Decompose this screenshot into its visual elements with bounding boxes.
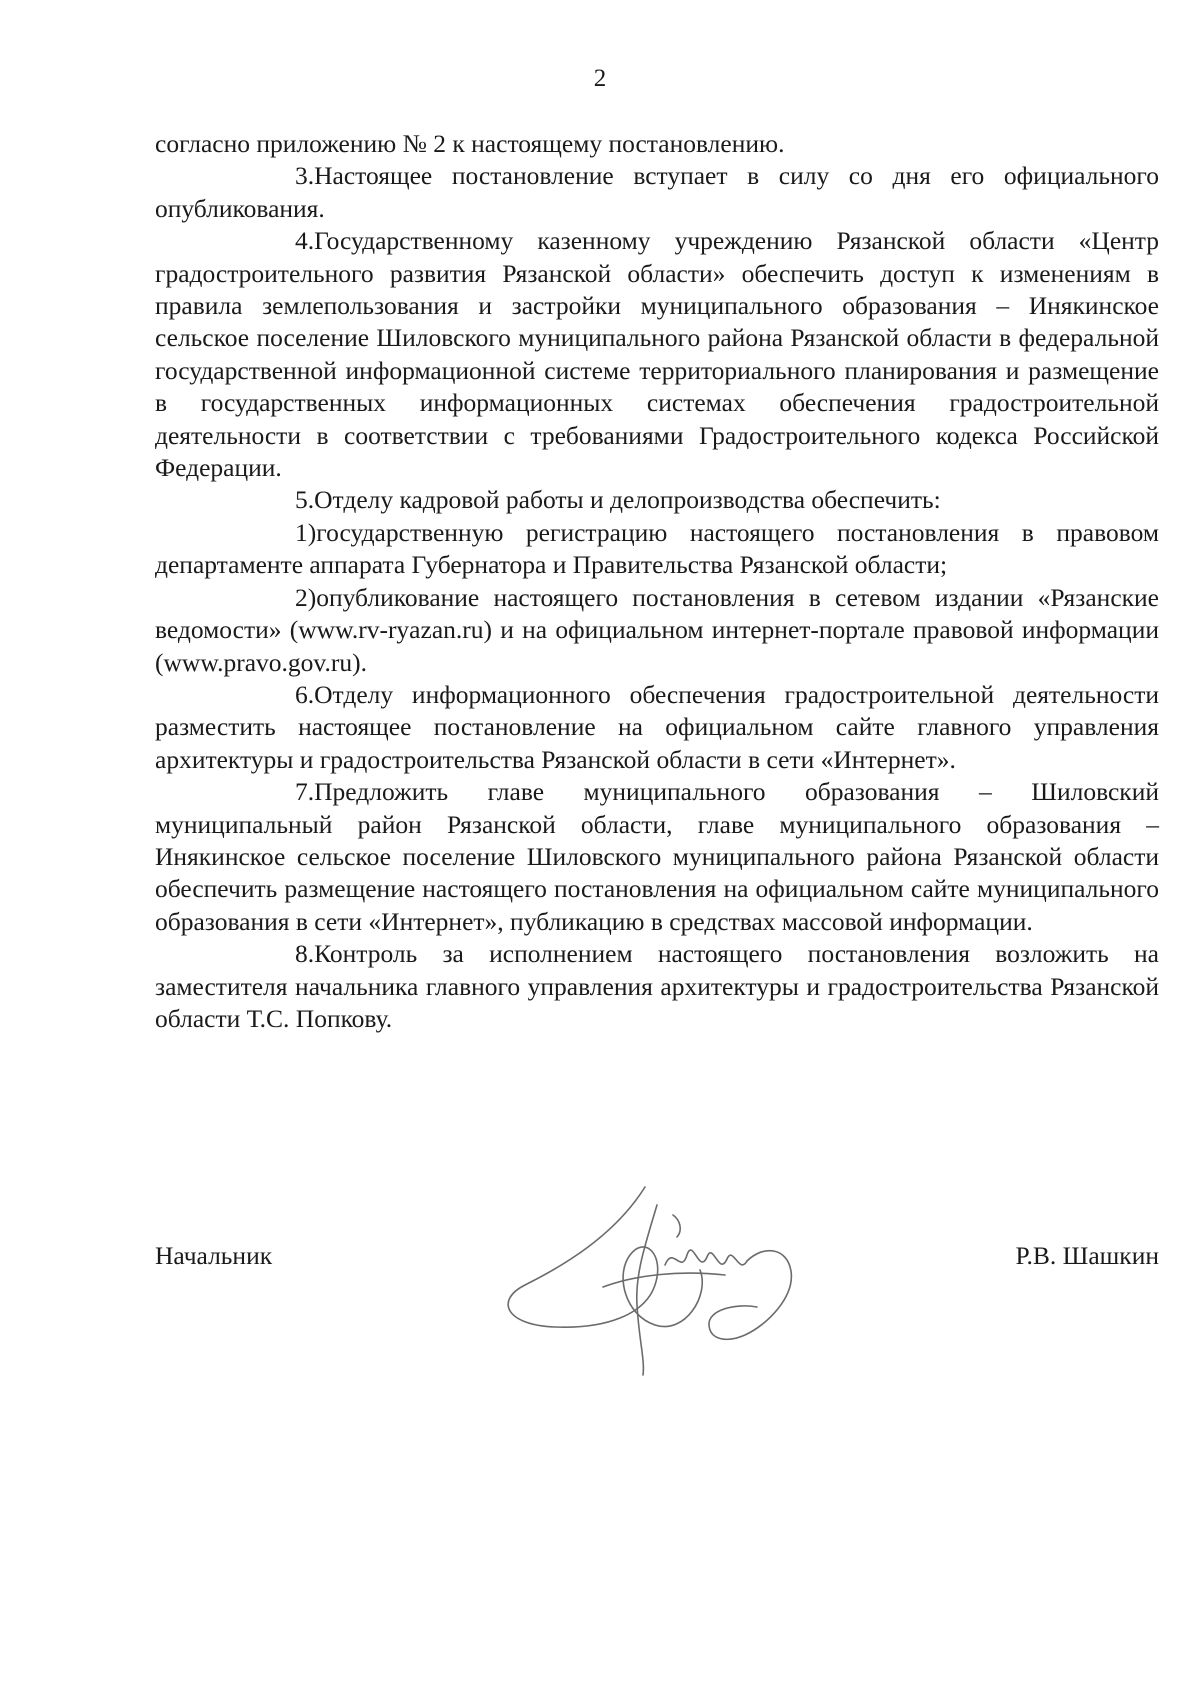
paragraph-number: 3. — [295, 161, 315, 191]
paragraph-5-1 — [155, 517, 1159, 582]
paragraph-text: Отделу информационного обеспечения градостроительной деятельности разместить настоящее постановление на официальном сайте главного управления архитектуры и градостроительства Рязанской области в сети «Интернет». — [155, 679, 1159, 774]
paragraph-number: 6. — [295, 679, 315, 709]
paragraph-number: 8. — [295, 939, 315, 969]
paragraph-text: Контроль за исполнением настоящего постановления возложить на заместителя начальника главного управления архитектуры и градостроительства Рязанской области Т.С. Попкову. — [155, 939, 1159, 1033]
paragraph-5 — [155, 484, 1159, 516]
paragraph-text: согласно приложению № 2 к настоящему постановлению. — [155, 129, 785, 158]
document-body — [155, 128, 1159, 1035]
paragraph-text: Настоящее постановление вступает в силу со дня его официального опубликования. — [155, 161, 1159, 223]
paragraph-text: Предложить главе муниципального образования – Шиловский муниципальный район Рязанской области, главе муниципального образования – Инякинское сельское поселение Шиловского муниципального района Рязанской области обеспечить размещение настоящего постановления на официальном сайте муниципального образования в сети «Интернет», публикацию в средствах массовой информации. — [155, 777, 1159, 936]
paragraph-5-2 — [155, 582, 1159, 679]
paragraph-6 — [155, 679, 1159, 776]
paragraph-8 — [155, 938, 1159, 1035]
handwritten-signature — [495, 1175, 815, 1385]
signatory-title: Начальник — [155, 1241, 273, 1270]
paragraph-text: Отделу кадровой работы и делопроизводства обеспечить: — [314, 485, 941, 515]
paragraph-number: 2) — [295, 582, 317, 612]
paragraph-number: 1) — [295, 517, 317, 547]
paragraph-text: опубликование настоящего постановления в сетевом издании «Рязанские ведомости» (www.rv-ryazan.ru) и на официальном интернет-портале правовой информации (www.pravo.gov.ru). — [155, 582, 1159, 677]
paragraph-3 — [155, 160, 1159, 225]
signatory-name: Р.В. Шашкин — [1015, 1241, 1159, 1270]
page-number: 2 — [593, 65, 607, 92]
paragraph-7 — [155, 776, 1159, 938]
paragraph-continuation — [155, 128, 1159, 160]
paragraph-number: 5. — [295, 485, 315, 515]
paragraph-4 — [155, 225, 1159, 484]
paragraph-number: 4. — [295, 226, 315, 256]
signature-block — [155, 1240, 1159, 1280]
paragraph-text: Государственному казенному учреждению Рязанской области «Центр градостроительного развития Рязанской области» обеспечить доступ к изменениям в правила землепользования и застройки муниципального образования – Инякинское сельское поселение Шиловского муниципального района Рязанской области в федеральной государственной информационной системе территориального планирования и размещение в государственных информационных системах обеспечения градостроительной деятельности в соответствии с требованиями Градостроительного кодекса Российской Федерации. — [155, 226, 1159, 483]
paragraph-text: государственную регистрацию настоящего постановления в правовом департаменте аппарата Губернатора и Правительства Рязанской области; — [155, 517, 1159, 580]
paragraph-number: 7. — [295, 777, 315, 807]
